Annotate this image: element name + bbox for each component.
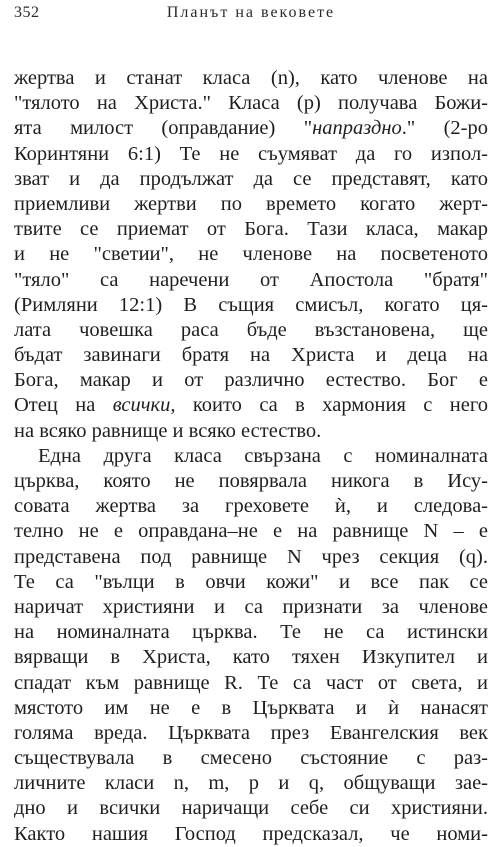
page-header <box>14 4 488 30</box>
text-line: на номиналната църква. Те не са истински <box>14 621 488 644</box>
text-line: вярващи в Христа, като тяхен Изкупител и <box>14 646 488 669</box>
text-line: дно и всички наричащи себе си християни. <box>14 797 488 820</box>
text-line: Бога, макар и от различно естество. Бог е <box>14 369 488 392</box>
emphasis: всички <box>112 394 171 417</box>
text-line: Както нашия Господ предсказал, че номи- <box>14 822 488 845</box>
text-line: Те са "вълци в овчи кожи" и все пак се <box>14 570 488 593</box>
text-line: голяма вреда. Църквата през Евангелския век <box>14 721 488 744</box>
text-line: на всяко равнище и всяко естество. <box>14 419 322 442</box>
text-line: бъдат завинаги братя на Христа и деца на <box>14 344 488 367</box>
text-line: (Римляни 12:1) В същия смисъл, когато ця- <box>14 293 488 316</box>
text-line: твите се приемат от Бога. Тази класа, макар <box>14 218 488 241</box>
text-line: мястото им не е в Църквата и ѝ нанасят <box>14 696 488 719</box>
running-title: Планът на вековете <box>166 4 336 21</box>
text-line: лата човешка раса бъде възстановена, ще <box>14 318 488 341</box>
text-line: приемливи жертви по времето когато жерт- <box>14 192 488 215</box>
paragraph <box>14 444 488 847</box>
text-line: "тяло" са наречени от Апостола "братя" <box>14 268 488 291</box>
emphasis: напраздно <box>312 117 402 140</box>
text-line: и не "светии", не членове на посветеното <box>14 243 488 266</box>
text-line: представена под равнище N чрез секция (q). <box>14 545 488 568</box>
text-line: съществувала в смесено състояние с раз- <box>14 747 488 770</box>
text-line: Коринтяни 6:1) Те не съумяват да го изпол- <box>14 142 488 165</box>
text-line: личните класи n, m, p и q, общуващи зае- <box>14 772 488 795</box>
text-line: "тялото на Христа." Класа (р) получава Божи- <box>14 92 488 115</box>
text-line: жертва и станат класа (n), като членове на <box>14 67 488 89</box>
text-line: совата жертва за греховете ѝ, и следова- <box>14 495 488 518</box>
text-line: спадат към равнище R. Те са част от света, и <box>14 671 488 694</box>
body-text <box>14 66 488 847</box>
page-number: 352 <box>14 4 40 21</box>
text-line: наричат християни и са признати за членове <box>14 595 488 618</box>
text-line: ята милост (оправдание) "напраздно." (2-ро <box>14 117 488 140</box>
text-line: зват и да продължат да се представят, като <box>14 167 488 190</box>
text-line: църква, която не повярвала никога в Ису- <box>14 470 488 492</box>
text-line: Отец на всички, които са в хармония с него <box>14 394 488 417</box>
text-line: телно не е оправдана–не е на равнище N – е <box>14 520 488 543</box>
text-line: Една друга класа свързана с номиналната <box>38 444 488 467</box>
paragraph <box>14 66 488 444</box>
